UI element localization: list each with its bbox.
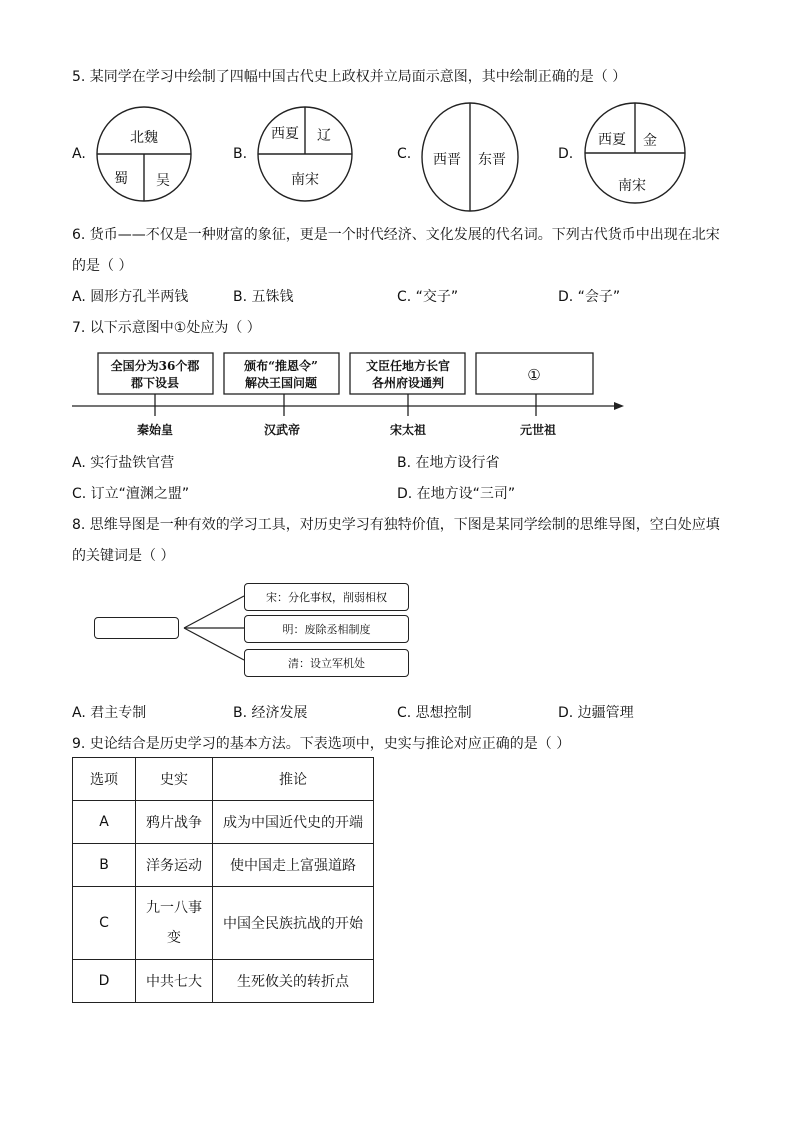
q6-option-b: B. 五铢钱 (233, 289, 294, 305)
q7-emperor-4: 元世祖 (519, 423, 557, 437)
q5-option-d-letter: D. (558, 146, 574, 162)
q7-box-3-line1: 文臣任地方长官 (365, 359, 451, 373)
q7-box-4-label: ① (527, 366, 541, 384)
table-row (73, 960, 374, 1003)
header-inference: 推论 (213, 758, 374, 801)
q5-d-region-3: 南宋 (618, 178, 646, 194)
row-d-fact: 中共七大 (136, 960, 213, 1003)
q8-branch-song: 宋：分化事权，削弱相权 (244, 583, 409, 611)
q8-center-blank-box (94, 617, 179, 639)
row-a-inference: 成为中国近代史的开端 (213, 801, 374, 844)
q5-d-region-1: 西夏 (598, 132, 626, 148)
q7-box-2-line2: 解决王国问题 (244, 376, 318, 390)
q7-emperor-3: 宋太祖 (389, 423, 427, 437)
row-c-fact-line2: 变 (167, 930, 181, 946)
q5-option-b-diagram (255, 104, 355, 204)
q5-option-b-letter: B. (233, 146, 248, 162)
q5-d-region-2: 金 (643, 133, 657, 149)
row-a-fact: 鸦片战争 (136, 801, 213, 844)
row-c-inference: 中国全民族抗战的开始 (213, 887, 374, 960)
q8-branch-ming: 明：废除丞相制度 (244, 615, 409, 643)
q8-branch-qing: 清：设立军机处 (244, 649, 409, 677)
row-b-inference: 使中国走上富强道路 (213, 844, 374, 887)
q8-option-b: B. 经济发展 (233, 705, 308, 721)
q8-stem-line2: 的关键词是（ ） (72, 548, 175, 564)
q9-stem: 9. 史论结合是历史学习的基本方法。下表选项中，史实与推论对应正确的是（ ） (72, 736, 571, 752)
q7-box-1-line1: 全国分为36个郡 (110, 359, 200, 373)
q7-stem: 7. 以下示意图中①处应为（ ） (72, 320, 261, 336)
q7-option-a: A. 实行盐铁官营 (72, 455, 175, 471)
q5-stem: 5. 某同学在学习中绘制了四幅中国古代史上政权并立局面示意图，其中绘制正确的是（ ） (72, 69, 627, 85)
q5-b-region-3: 南宋 (291, 172, 319, 188)
q6-option-a: A. 圆形方孔半两钱 (72, 289, 189, 305)
q7-option-d: D. 在地方设“三司” (397, 486, 516, 502)
q5-option-c-diagram (419, 100, 521, 214)
q7-option-b: B. 在地方设行省 (397, 455, 500, 471)
q5-b-region-2: 辽 (317, 128, 331, 144)
q9-table (72, 757, 374, 1003)
row-c-fact-line1: 九一八事 (146, 900, 202, 916)
row-d-inference: 生死攸关的转折点 (213, 960, 374, 1003)
q5-b-region-1: 西夏 (271, 126, 299, 142)
q7-box-2-line1: 颁布“推恩令” (244, 359, 318, 373)
header-fact: 史实 (136, 758, 213, 801)
q7-option-c: C. 订立“澶渊之盟” (72, 486, 190, 502)
q5-a-region-3: 吴 (156, 173, 170, 189)
q6-stem-line1: 6. 货币——不仅是一种财富的象征，更是一个时代经济、文化发展的代名词。下列古代货币中出现在北宋 (72, 227, 720, 243)
table-header-row (73, 758, 374, 801)
q5-c-region-2: 东晋 (478, 152, 506, 168)
q7-timeline-diagram (68, 348, 634, 440)
row-b-fact: 洋务运动 (136, 844, 213, 887)
q8-connector-lines (176, 590, 248, 670)
row-a-option: A (73, 801, 136, 844)
q5-option-a-letter: A. (72, 146, 86, 162)
row-c-fact (136, 887, 213, 960)
q8-option-c: C. 思想控制 (397, 705, 472, 721)
q5-option-d-diagram (582, 100, 688, 206)
q6-stem-line2: 的是（ ） (72, 258, 133, 274)
row-b-option: B (73, 844, 136, 887)
q6-option-c: C. “交子” (397, 289, 459, 305)
q6-option-d: D. “会子” (558, 289, 621, 305)
q7-emperor-1: 秦始皇 (136, 423, 174, 437)
header-option: 选项 (73, 758, 136, 801)
q8-option-a: A. 君主专制 (72, 705, 147, 721)
q5-a-region-2: 蜀 (114, 171, 128, 187)
q8-stem-line1: 8. 思维导图是一种有效的学习工具，对历史学习有独特价值，下图是某同学绘制的思维导图，空白处应填 (72, 517, 720, 533)
q5-option-a-diagram (94, 104, 194, 204)
q7-emperor-2: 汉武帝 (263, 423, 301, 437)
row-c-option: C (73, 887, 136, 960)
q5-option-c-letter: C. (397, 146, 412, 162)
table-row (73, 887, 374, 960)
table-row (73, 844, 374, 887)
q5-c-region-1: 西晋 (433, 152, 461, 168)
row-d-option: D (73, 960, 136, 1003)
q5-a-region-1: 北魏 (130, 130, 158, 146)
table-row (73, 801, 374, 844)
q7-box-1-line2: 郡下设县 (130, 376, 180, 390)
q7-box-3-line2: 各州府设通判 (371, 376, 445, 390)
q8-option-d: D. 边疆管理 (558, 705, 634, 721)
